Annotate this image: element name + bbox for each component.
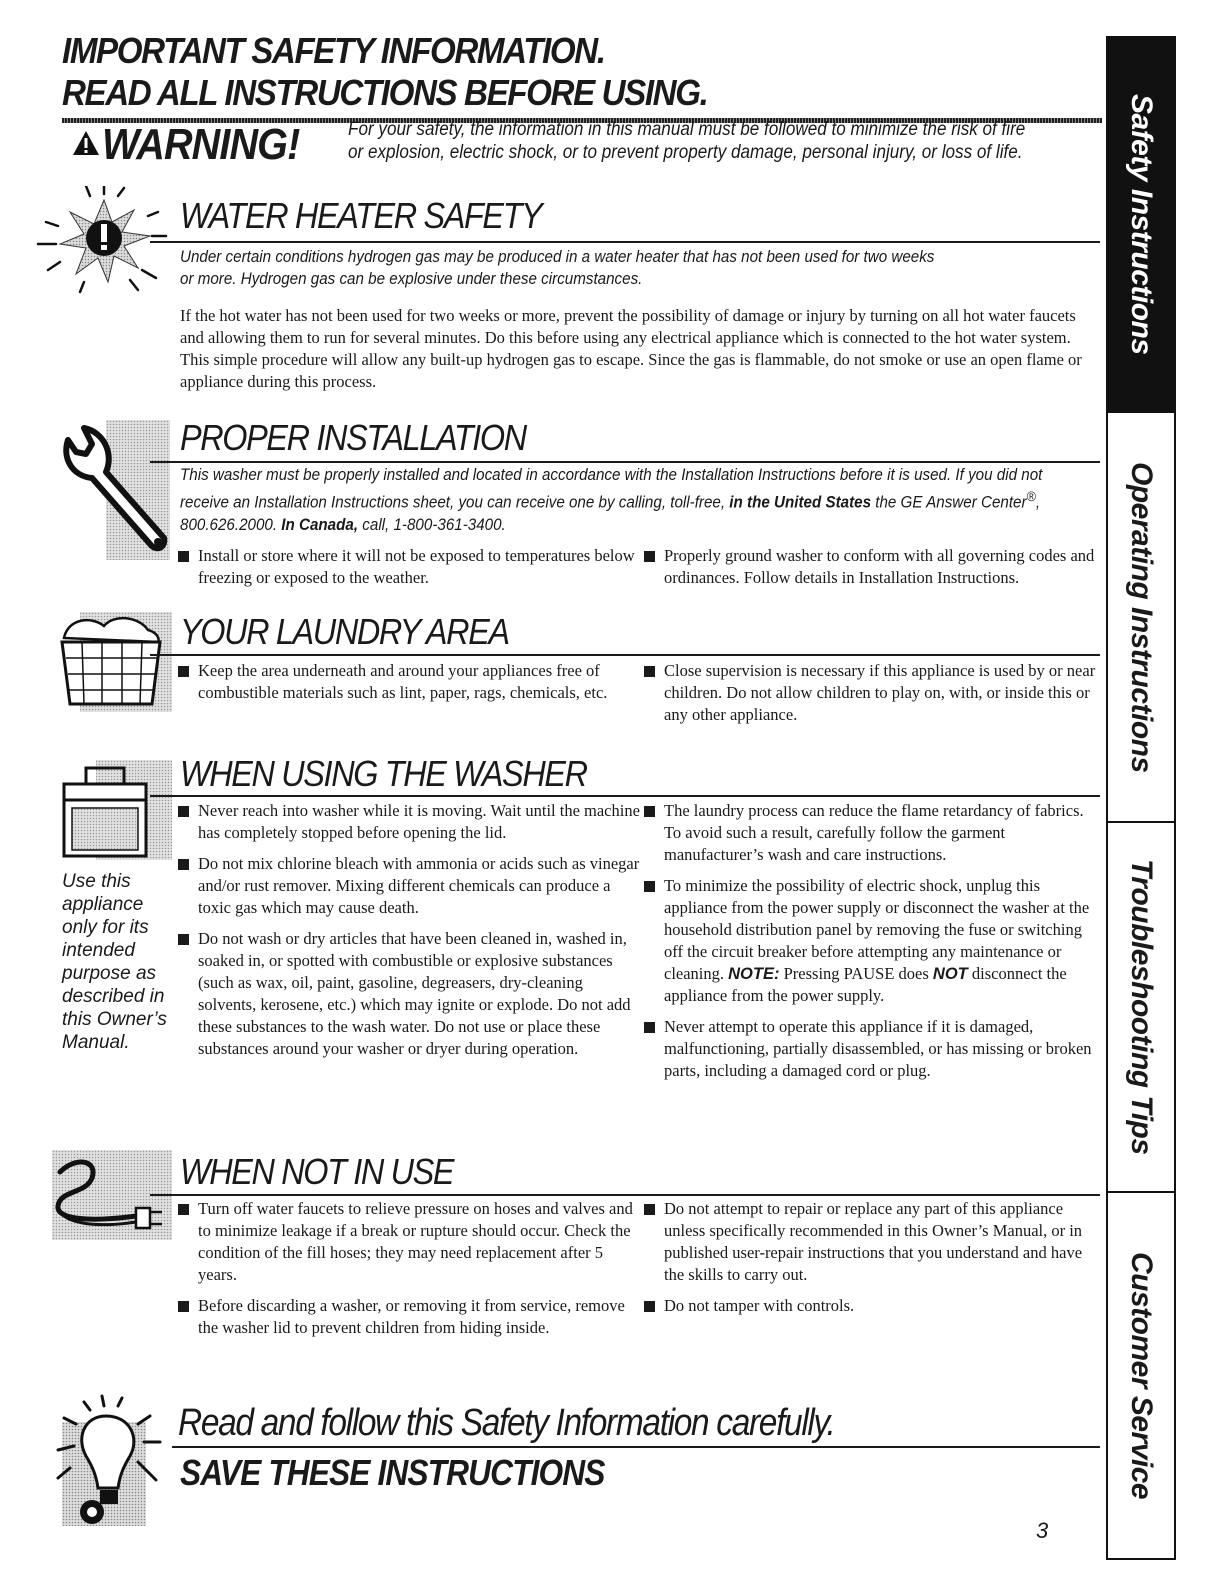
tab-safety-instructions[interactable] — [1108, 38, 1174, 413]
caution-bulb-icon — [56, 1392, 176, 1526]
laundry-left-col — [176, 660, 641, 713]
washer-icon — [62, 760, 172, 860]
warning-line-2: or explosion, electric shock, or to prevent property damage, personal injury, or loss of life. — [348, 142, 1023, 163]
water-heater-rule — [150, 241, 1100, 243]
tab-customer-service[interactable] — [1108, 1193, 1174, 1558]
installation-intro-text-d: call, 1-800-361-3400. — [358, 515, 506, 534]
list-item: Keep the area underneath and around your appliances free of combustible materials such as lint, paper, rags, chemicals, etc. — [176, 660, 641, 704]
list-item: Never attempt to operate this appliance if it is damaged, malfunctioning, partially disassembled, or has missing or broken parts, including a damaged cord or plug. — [642, 1016, 1097, 1082]
page-number: 3 — [1036, 1518, 1049, 1543]
water-heater-intro — [180, 246, 1100, 290]
warning-line-1: For your safety, the information in this manual must be followed to minimize the risk of fire — [348, 119, 1026, 140]
laundry-title: YOUR LAUNDRY AREA — [180, 611, 509, 652]
note-not: NOT — [932, 965, 968, 983]
tab-label: Customer Service — [1125, 1251, 1158, 1500]
section-tabs — [1106, 36, 1176, 1560]
installation-left-col — [176, 545, 641, 598]
installation-intro-canada: In Canada, — [281, 515, 359, 534]
installation-right-col — [642, 545, 1097, 598]
installation-intro-text-b: the GE Answer Center — [871, 493, 1027, 512]
electric-shock-text: To minimize the possibility of electric shock, unplug this appliance from the power supply or disconnect the washer at the household distribution panel by removing the fuse or switching off the circuit breaker before attempting any maintenance or cleaning. — [664, 876, 1090, 983]
list-item: Before discarding a washer, or removing it from service, remove the washer lid to prevent children from hiding inside. — [176, 1295, 641, 1339]
header-line-1: IMPORTANT SAFETY INFORMATION. — [62, 30, 605, 71]
installation-title: PROPER INSTALLATION — [180, 417, 526, 458]
installation-intro-us: in the United States — [729, 493, 872, 512]
installation-intro-text-a: This washer must be properly installed and located in accordance with the Installation Instructions before it is used. If you did not receive an Installation Instructions sheet, you can receive one by calling, toll-free, — [180, 466, 1043, 512]
registered-mark: ® — [1026, 489, 1036, 504]
list-item: Properly ground washer to conform with all governing codes and ordinances. Follow details in Installation Instructions. — [642, 545, 1097, 589]
tab-label: Safety Instructions — [1125, 94, 1158, 355]
laundry-basket-icon — [52, 612, 172, 712]
note-label: NOTE: — [728, 965, 780, 983]
list-item: Do not attempt to repair or replace any part of this appliance unless specifically recommended in this Owner’s Manual, or in published user-repair instructions that you understand and have the skills to carry out. — [642, 1198, 1097, 1286]
not-in-use-left-col — [176, 1198, 641, 1348]
water-heater-intro-line-2: or more. Hydrogen gas can be explosive under these circumstances. — [180, 270, 643, 288]
warning-word: WARNING! — [102, 120, 300, 169]
using-right-col — [642, 800, 1097, 1091]
list-item: Close supervision is necessary if this appliance is used by or near children. Do not allow children to play on, with, or inside this or any other appliance. — [642, 660, 1097, 726]
water-heater-intro-line-1: Under certain conditions hydrogen gas may be produced in a water heater that has not been used for two weeks — [180, 248, 935, 266]
intended-use-note: Use this appliance only for its intended purpose as described in this Owner’s Manual. — [62, 871, 167, 1053]
laundry-rule — [150, 654, 1100, 656]
wrench-icon — [58, 420, 170, 560]
water-heater-title: WATER HEATER SAFETY — [180, 195, 542, 236]
water-heater-body: If the hot water has not been used for two weeks or more, prevent the possibility of damage or injury by turning on all hot water faucets and allowing them to run for several minutes. Do this before using any electrical appliance which is connected to the hot water system. This simple procedure will allow any built-up hydrogen gas to escape. Since the gas is flammable, do not smoke or use an open flame or appliance during this process. — [180, 306, 1082, 391]
list-item: Do not mix chlorine bleach with ammonia or acids such as vinegar and/or rust remover. Mixing different chemicals can produce a toxic gas which may cause death. — [176, 853, 641, 919]
not-in-use-rule — [150, 1194, 1100, 1196]
read-follow-heading: Read and follow this Safety Information carefully. — [178, 1402, 835, 1444]
warning-block — [62, 112, 1102, 172]
list-item: Turn off water faucets to relieve pressure on hoses and valves and to minimize leakage if a break or rupture should occur. Check the condition of the fill hoses; they may need replacement after 5 years. — [176, 1198, 641, 1286]
using-left-col — [176, 800, 641, 1069]
page-header — [62, 30, 1102, 123]
not-in-use-right-col — [642, 1198, 1097, 1326]
list-item: The laundry process can reduce the flame retardancy of fabrics. To avoid such a result, carefully follow the garment manufacturer’s wash and care instructions. — [642, 800, 1097, 866]
tab-label: Troubleshooting Tips — [1125, 859, 1158, 1155]
list-item — [642, 875, 1097, 1007]
installation-intro — [180, 464, 1063, 536]
warning-message — [348, 118, 1032, 164]
list-item: Do not wash or dry articles that have been cleaned in, washed in, soaked in, or spotted with combustible or explosive substances (such as wax, oil, paint, gasoline, degreasers, dry-cleaning solvents, kerosene, etc.) which may ignite or explode. Do not add these substances to the wash water. Do not use or place these substances around your washer or dryer during operation. — [176, 928, 641, 1060]
using-rule — [150, 795, 1100, 797]
list-item: Install or store where it will not be exposed to temperatures below freezing or exposed to the weather. — [176, 545, 641, 589]
list-item: Never reach into washer while it is moving. Wait until the machine has completely stopped before opening the lid. — [176, 800, 641, 844]
footer-rule — [172, 1446, 1100, 1448]
installation-rule — [150, 461, 1100, 463]
using-title: WHEN USING THE WASHER — [180, 753, 587, 794]
warning-triangle-icon — [72, 130, 100, 156]
not-in-use-title: WHEN NOT IN USE — [180, 1151, 454, 1192]
header-line-2: READ ALL INSTRUCTIONS BEFORE USING. — [62, 72, 708, 113]
laundry-right-col — [642, 660, 1097, 735]
save-instructions-heading: SAVE THESE INSTRUCTIONS — [180, 1452, 605, 1493]
tab-operating-instructions[interactable] — [1108, 413, 1174, 823]
installation-intro-text-c: , 800.626.2000. — [180, 493, 1041, 534]
note-text-a: Pressing PAUSE does — [779, 964, 933, 983]
list-item: Do not tamper with controls. — [642, 1295, 1097, 1317]
tab-troubleshooting-tips[interactable] — [1108, 823, 1174, 1193]
note-text-b: disconnect the appliance from the power supply. — [664, 964, 1067, 1005]
tab-label: Operating Instructions — [1125, 461, 1158, 773]
